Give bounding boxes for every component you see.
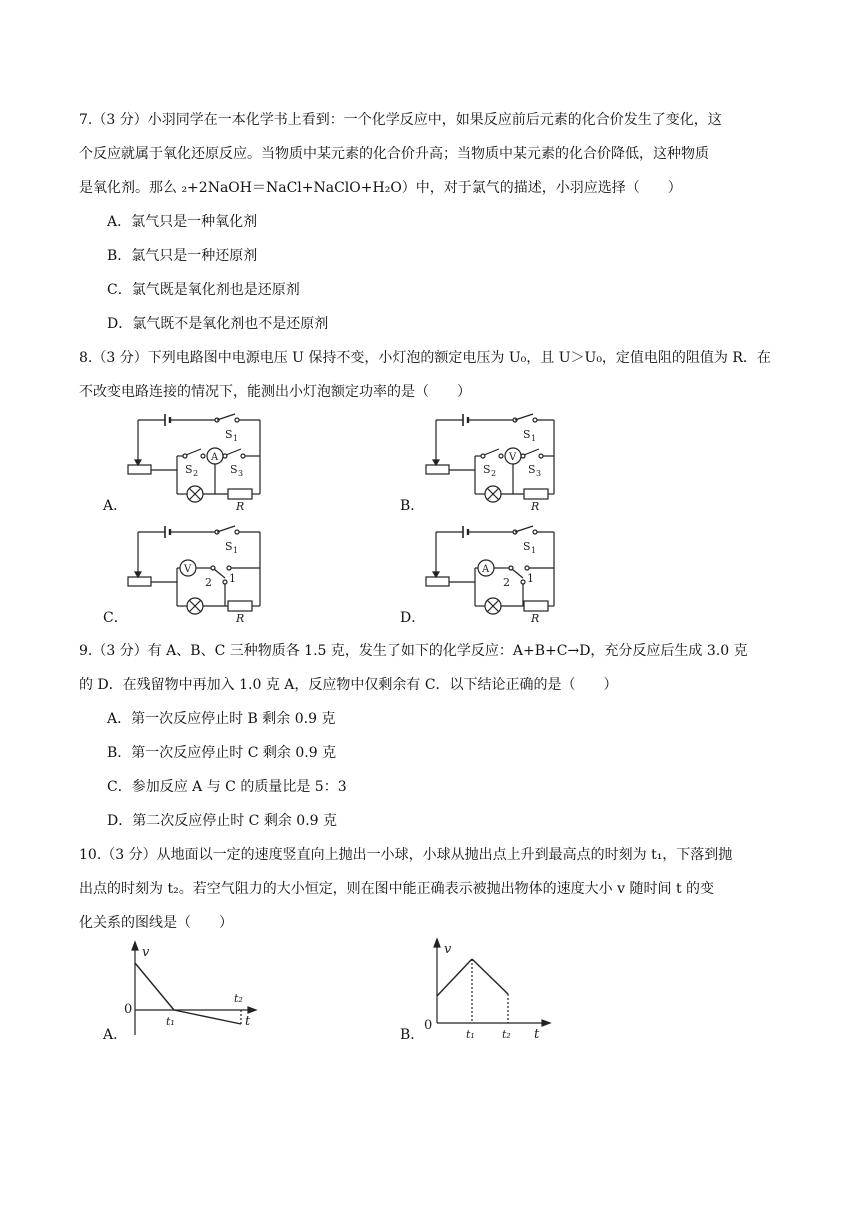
- circuit-a-s1-sub: 1: [233, 434, 239, 443]
- q9-option-d: D．第二次反应停止时 C 剩余 0.9 克: [107, 813, 338, 829]
- circuit-a-s2: S: [185, 463, 193, 476]
- q9-line-1: 9.（3 分）有 A、B、C 三种物质各 1.5 克，发生了如下的化学反应：A+B+C→D，充分反应后生成 3.0 克: [79, 643, 748, 659]
- circuit-b-s1-sub: 1: [531, 434, 537, 443]
- circuit-c-s1: S: [225, 540, 233, 553]
- circuit-a-s3-sub: 3: [238, 469, 244, 478]
- circuit-b-s3: S: [528, 463, 536, 476]
- q7-option-a: A．氯气只是一种氧化剂: [107, 214, 258, 230]
- circuit-d-s1: S: [523, 540, 531, 553]
- graph-b-falling-segment: [472, 959, 508, 994]
- circuit-b-label: B．: [400, 498, 425, 514]
- circuit-d-label: D．: [400, 610, 426, 626]
- graph-b-label: B．: [400, 1027, 425, 1043]
- circuit-b-s3-sub: 3: [536, 469, 542, 478]
- graph-a: [120, 940, 270, 1045]
- graph-b-origin: 0: [424, 1018, 433, 1033]
- circuit-d-diagram: [423, 524, 568, 624]
- circuit-a-s3: S: [230, 463, 238, 476]
- q10-line-2: 出点的时刻为 t₂。若空气阻力的大小恒定，则在图中能正确表示被抛出物体的速度大小 v 随时间 t 的变: [79, 881, 715, 897]
- q7-line-2: 个反应就属于氧化还原反应。当物质中某元素的化合价升高；当物质中某元素的化合价降低，这种物质: [79, 146, 709, 162]
- graph-a-t-label: t: [245, 1014, 251, 1029]
- circuit-c-pos2: 2: [205, 576, 212, 589]
- circuit-c-resistor: R: [236, 612, 245, 624]
- graph-b-v-arrow: [434, 939, 440, 947]
- circuit-d-ammeter: A: [482, 564, 490, 575]
- graph-a-v-arrow: [132, 942, 138, 950]
- graph-a-origin: 0: [124, 1002, 133, 1017]
- circuit-b-s2: S: [483, 463, 491, 476]
- graph-a-falling-segment: [174, 1010, 241, 1024]
- q7-line-3: 是氧化剂。那么 ₂+2NaOH＝NaCl+NaClO+H₂O）中，对于氯气的描述，小羽应选择（ ）: [79, 180, 682, 196]
- q7-option-d: D．氯气既不是氧化剂也不是还原剂: [107, 316, 329, 332]
- graph-b-t2-label: t₂: [502, 1028, 511, 1040]
- graph-a-v-label: v: [142, 945, 150, 960]
- circuit-b-s1: S: [523, 428, 531, 441]
- circuit-a-label: A．: [103, 498, 128, 514]
- circuit-d-pos1: 1: [527, 572, 534, 585]
- graph-b: [420, 935, 560, 1040]
- q8-line-1: 8.（3 分）下列电路图中电源电压 U 保持不变，小灯泡的额定电压为 U₀，且 U＞U₀，定值电阻的阻值为 R．在: [79, 350, 771, 366]
- q10-line-3: 化关系的图线是（ ）: [79, 915, 233, 931]
- circuit-b-diagram: [423, 412, 568, 512]
- circuit-b-s2-sub: 2: [491, 469, 497, 478]
- graph-b-t-label: t: [534, 1027, 540, 1040]
- q8-line-2: 不改变电路连接的情况下，能测出小灯泡额定功率的是（ ）: [79, 384, 471, 400]
- graph-a-t1-label: t₁: [166, 1015, 175, 1028]
- q7-line-1: 7.（3 分）小羽同学在一本化学书上看到：一个化学反应中，如果反应前后元素的化合价发生了变化，这: [79, 112, 722, 128]
- circuit-b-resistor: R: [531, 500, 540, 512]
- graph-b-t-arrow: [542, 1020, 550, 1026]
- circuit-a-s1: S: [225, 428, 233, 441]
- circuit-a-diagram: [125, 412, 270, 512]
- q7-option-b: B．氯气只是一种还原剂: [107, 248, 258, 264]
- graph-a-label: A．: [103, 1027, 128, 1043]
- graph-b-rising-segment: [437, 959, 472, 996]
- circuit-c-s1-sub: 1: [233, 546, 239, 555]
- q9-option-b: B．第一次反应停止时 C 剩余 0.9 克: [107, 745, 337, 761]
- circuit-d-resistor: R: [531, 612, 540, 624]
- circuit-c-label: C．: [103, 610, 128, 626]
- q9-option-a: A．第一次反应停止时 B 剩余 0.9 克: [107, 711, 336, 727]
- graph-b-t1-label: t₁: [466, 1028, 475, 1040]
- q9-line-2: 的 D．在残留物中再加入 1.0 克 A，反应物中仅剩余有 C．以下结论正确的是（ ）: [79, 677, 618, 693]
- circuit-c-pos1: 1: [229, 572, 236, 585]
- circuit-c-diagram: [125, 524, 270, 624]
- circuit-b-voltmeter: V: [509, 452, 517, 463]
- circuit-a-ammeter: A: [211, 452, 219, 463]
- circuit-a-resistor: R: [236, 500, 245, 512]
- q7-option-c: C．氯气既是氧化剂也是还原剂: [107, 282, 300, 298]
- graph-a-rising-segment: [135, 963, 174, 1010]
- circuit-a-s2-sub: 2: [193, 469, 199, 478]
- q9-option-c: C．参加反应 A 与 C 的质量比是 5：3: [107, 779, 347, 795]
- graph-a-t2-label: t₂: [234, 992, 243, 1005]
- graph-b-v-label: v: [444, 942, 452, 957]
- q10-line-1: 10.（3 分）从地面以一定的速度竖直向上抛出一小球，小球从抛出点上升到最高点的时刻为 t₁，下落到抛: [79, 847, 733, 863]
- circuit-d-pos2: 2: [503, 576, 510, 589]
- circuit-d-s1-sub: 1: [531, 546, 537, 555]
- graph-a-t-arrow: [248, 1007, 256, 1013]
- circuit-c-voltmeter: V: [184, 564, 192, 575]
